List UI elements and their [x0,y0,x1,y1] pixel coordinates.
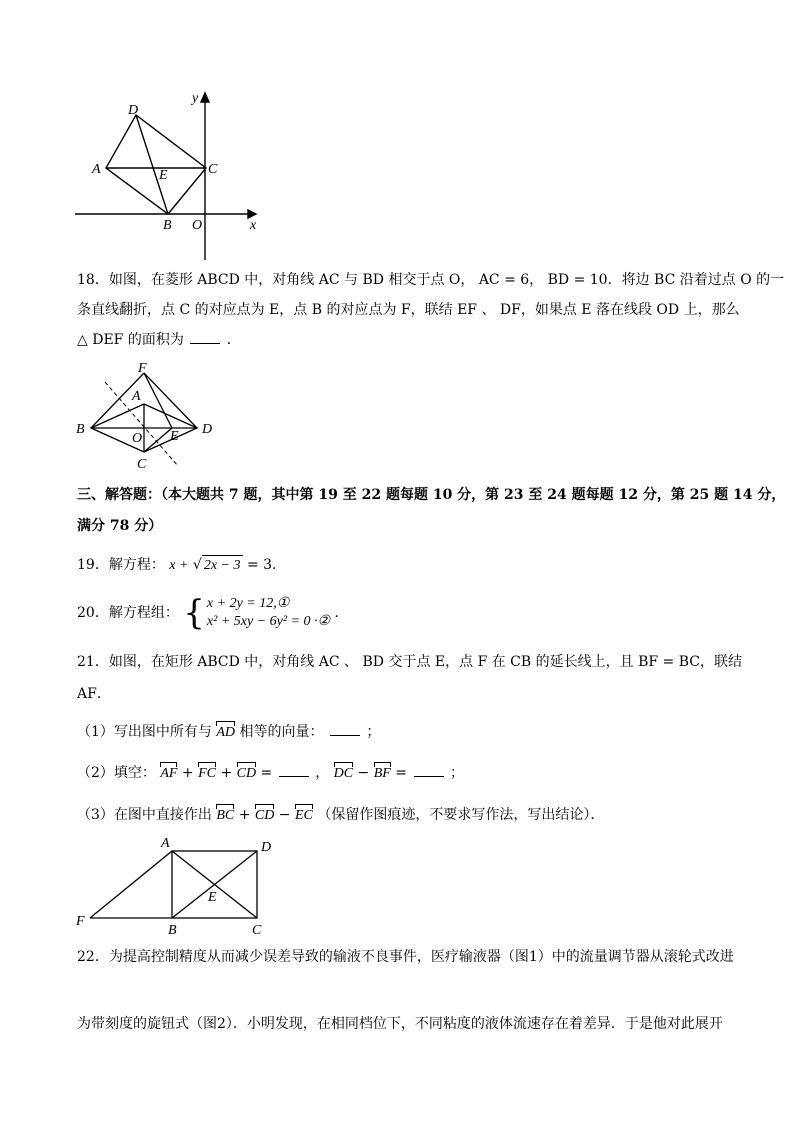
label-E: E [159,168,168,183]
equation-system [183,595,330,631]
label-C: C [208,162,218,177]
q19-post-sqrt: = 3． [246,557,287,573]
label-F: F [138,361,147,376]
q21-p3-prefix: （3）在图中直接作出 [77,807,212,823]
sqrt-symbol: √ [192,557,202,573]
q21-p2-blank1[interactable] [279,764,309,777]
q21-p2-mid: ， [315,765,330,781]
vector-BC: BC [216,806,234,826]
q21-p3-suffix: （保留作图痕迹，不要求写作法，写出结论）． [317,807,605,823]
q18-line2: 条直线翻折，点 C 的对应点为 E，点 B 的对应点为 F，联结 EF 、 DF，如果点 E 落在线段 OD 上，那么 [77,302,740,318]
label-E: E [170,429,179,444]
vector-CD: CD [255,806,274,826]
label-A: A [92,162,101,177]
label-B: B [168,923,177,938]
q20 [77,595,349,631]
q19-prefix: 19．解方程： [77,557,165,573]
q19-pre-sqrt: x + [169,558,189,573]
label-A: A [161,836,170,851]
q21-part2: （2）填空： AF + FC + CD = ， DC − BF = ； [77,763,464,784]
label-B: B [76,422,85,437]
label-x: x [250,218,257,233]
q21-part3: （3）在图中直接作出 BC + CD − EC （保留作图痕迹，不要求写作法，写出结论）． [77,805,604,826]
q22-line1: 22．为提高控制精度从而减少误差导致的输液不良事件，医疗输液器（图1）中的流量调节器从滚轮式改进 [77,949,734,965]
label-E: E [208,890,217,905]
label-C: C [137,457,147,472]
q21-p2-blank2[interactable] [414,764,444,777]
vector-DC: DC [334,764,353,784]
label-D: D [202,422,213,437]
q18-answer-blank[interactable] [190,331,220,344]
q22-line2: 为带刻度的旋钮式（图2）．小明发现，在相同档位下，不同粘度的液体流速存在着差异．于是他对此展开 [77,1016,723,1032]
vector-EC: EC [295,806,313,826]
figure-rhombus-fold [72,360,232,480]
label-O: O [132,431,143,446]
q18-line1: 18．如图，在菱形 ABCD 中，对角线 AC 与 BD 相交于点 O， AC = 6， BD = 10．将边 BC 沿着过点 O 的一 [77,272,785,288]
q18-line3-prefix: △ DEF 的面积为 [77,332,184,348]
q21-p1-suffix: 相等的向量： [239,724,324,740]
label-F: F [76,914,85,929]
label-D: D [261,840,272,855]
figure-rectangle [72,833,282,938]
label-y: y [192,91,199,106]
q21-line1: 21．如图，在矩形 ABCD 中，对角线 AC 、 BD 交于点 E，点 F 在 CB 的延长线上，且 BF = BC，联结 [77,654,742,670]
q19-radicand: 2x − 3 [202,555,243,576]
q20-eq1: x + 2y = 12,① [206,596,290,611]
q21-p2-prefix: （2）填空： [77,765,156,781]
q21-line2: AF． [77,686,111,702]
vector-FC: FC [198,764,216,784]
q18-line3 [77,330,241,350]
q20-eq2: x² + 5xy − 6y² = 0 ·② [206,614,331,629]
label-C: C [252,923,262,938]
q20-suffix: ． [334,605,349,621]
section3-heading-line2: 满分 78 分） [77,518,163,534]
q21-p2-end: ； [449,765,464,781]
q20-prefix: 20．解方程组： [77,605,179,621]
section3-heading-line1: 三、解答题：（本大题共 7 题，其中第 19 至 22 题每题 10 分，第 23 至 24 题每题 12 分，第 25 题 14 分， [77,487,786,503]
figure-rhombus-axes [70,88,270,263]
left-brace-icon: { [183,593,205,633]
vector-AF: AF [160,764,177,784]
label-D: D [128,103,139,118]
q21-p1-prefix: （1）写出图中所有与 [77,724,212,740]
vector-CD: CD [237,764,256,784]
vector-AD: AD [216,723,235,743]
q21-part1 [77,722,380,743]
vector-BF: BF [374,764,391,784]
q21-p1-end: ； [366,724,381,740]
q19 [77,555,286,576]
label-O: O [192,218,203,233]
q18-line3-suffix: ． [226,332,241,348]
label-A: A [132,389,141,404]
q21-p1-blank[interactable] [330,723,360,736]
label-B: B [163,218,172,233]
